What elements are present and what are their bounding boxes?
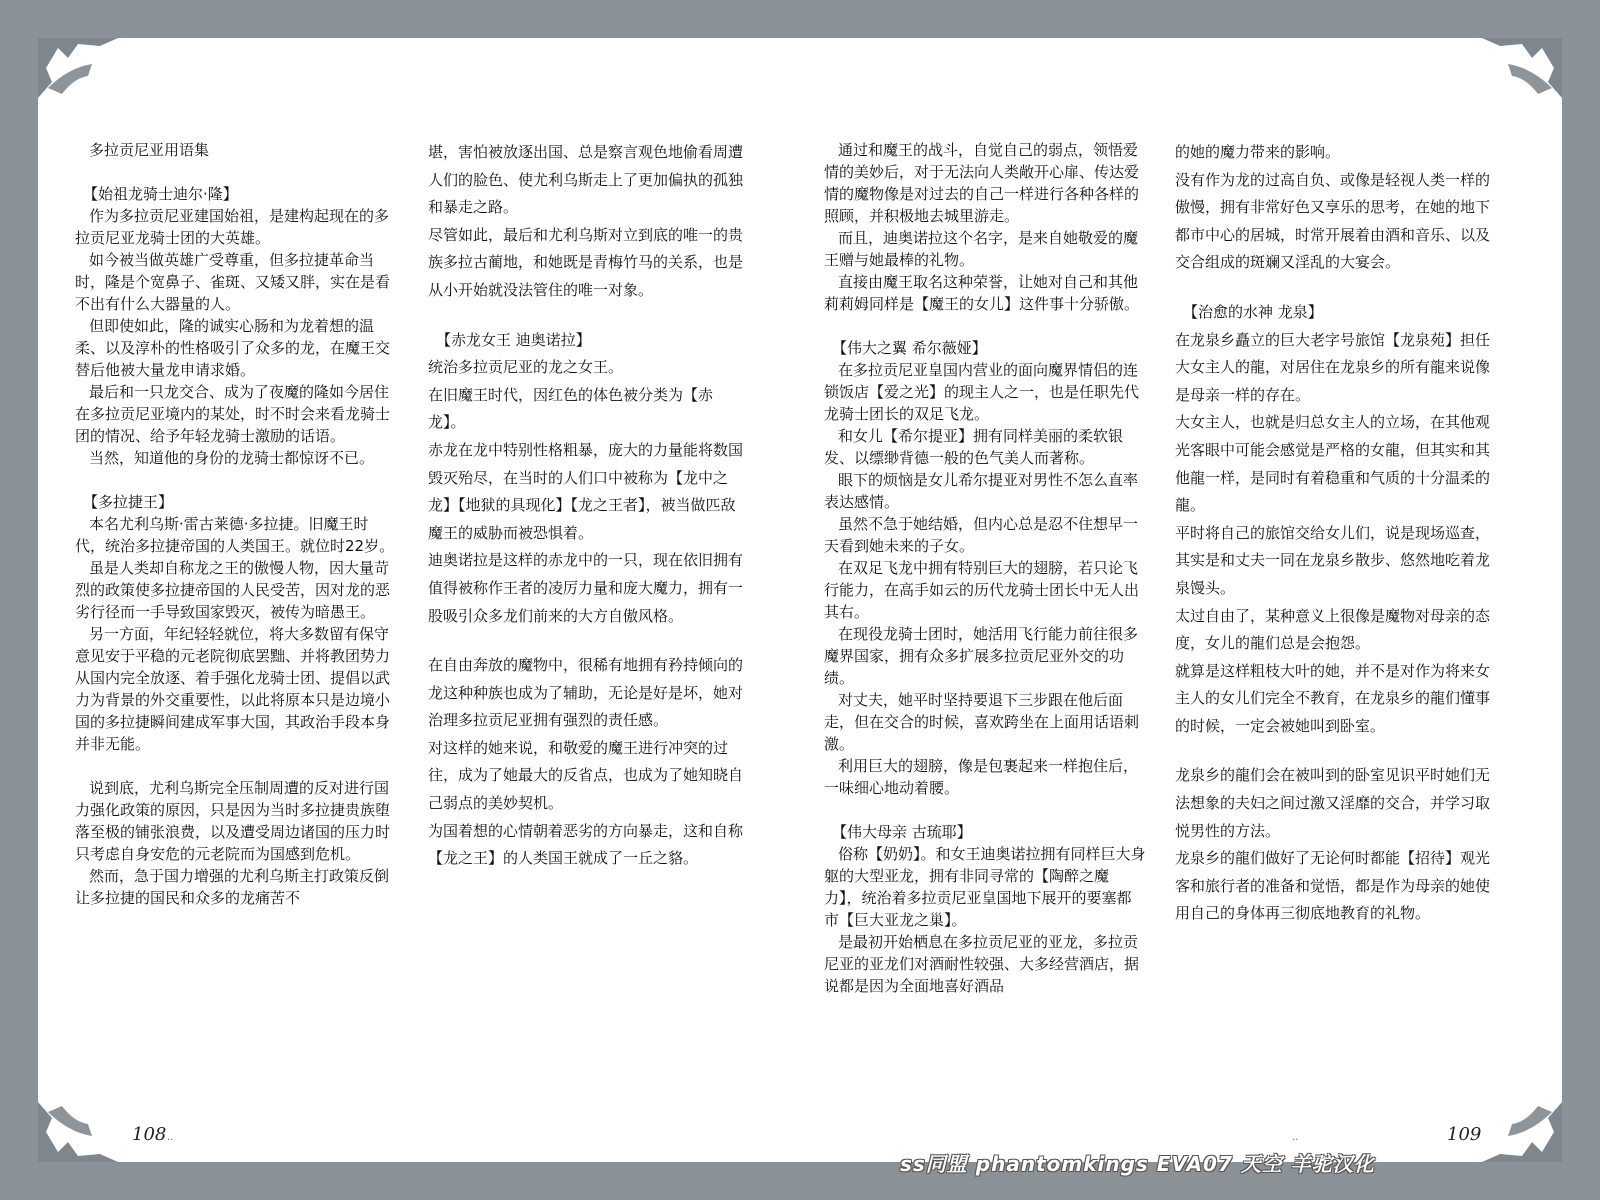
text-column-2 (428, 139, 744, 873)
body-paragraph: 另一方面，年纪轻轻就位，将大多数留有保守意见安于平稳的元老院彻底罢黜、并将教团势力从国内完全放逐、着手强化龙骑士团、提倡以武力为背景的外交重要性，以此将原本只是边境小国的多拉捷瞬间建成军事大国，其政治手段本身并非无能。 (75, 625, 391, 753)
paragraph-gap (1175, 277, 1497, 299)
paragraph-gap (75, 755, 397, 777)
body-paragraph: 堪，害怕被放逐出国、总是察言观色地偷看周遭人们的脸色、使尤利乌斯走上了更加偏执的孤独和暴走之路。 (428, 143, 744, 217)
body-paragraph: 最后和一只龙交合、成为了夜魔的隆如今居住在多拉贡尼亚境内的某处，时不时会来看龙骑士团的情况、给予年轻龙骑士激励的话语。 (75, 383, 391, 445)
body-paragraph: 在多拉贡尼亚皇国内营业的面向魔界情侣的连锁饭店【爱之光】的现主人之一，也是任职先代龙骑士团长的双足飞龙。 (824, 361, 1140, 423)
page-number-right: 109 (1447, 1124, 1482, 1145)
body-paragraph: 统治多拉贡尼亚的龙之女王。 (428, 358, 624, 377)
body-paragraph: 在龙泉乡矗立的巨大老字号旅馆【龙泉苑】担任大女主人的龍，对居住在龙泉乡的所有龍来说像是母亲一样的存在。 (1175, 330, 1491, 404)
body-paragraph: 是最初开始栖息在多拉贡尼亚的亚龙，多拉贡尼亚的亚龙们对酒耐性较强、大多经营酒店，据说都是因为全面地喜好酒品 (824, 933, 1140, 995)
body-paragraph: 虽是人类却自称龙之王的傲慢人物，因大量苛烈的政策使多拉捷帝国的人民受苦，因对龙的恶劣行径而一手导致国家毁灭，被传为暗愚王。 (75, 559, 391, 621)
body-paragraph: 对这样的她来说，和敬爱的魔王进行冲突的过往，成为了她最大的反省点，也成为了她知晓自己弱点的美妙契机。 (428, 738, 744, 813)
body-paragraph: 对丈夫，她平时坚持要退下三步跟在他后面走，但在交合的时候，喜欢跨坐在上面用话语刺激。 (824, 691, 1140, 753)
paragraph-gap (1175, 740, 1497, 762)
entry-heading: 【赤龙女王 迪奥诺拉】 (436, 330, 591, 349)
body-paragraph: 太过自由了，某种意义上很像是魔物对母亲的态度，女儿的龍们总是会抱怨。 (1175, 606, 1491, 653)
body-paragraph: 的她的魔力带来的影响。 (1175, 143, 1341, 161)
page-dots-right: .. (1292, 1132, 1299, 1143)
entry-heading: 【多拉捷王】 (83, 493, 174, 511)
body-paragraph: 赤龙在龙中特别性格粗暴，庞大的力量能将数国毁灭殆尽，在当时的人们口中被称为【龙中之龙】【地狱的具现化】【龙之王者】，被当做匹敌魔王的威胁而被恐惧着。 (428, 440, 744, 542)
body-paragraph: 作为多拉贡尼亚建国始祖，是建构起现在的多拉贡尼亚龙骑士团的大英雄。 (75, 207, 390, 247)
body-paragraph: 龙泉乡的龍们会在被叫到的卧室见识平时她们无法想象的夫妇之间过激又淫靡的交合，并学习取悦男性的方法。 (1175, 766, 1491, 840)
body-paragraph: 而且，迪奥诺拉这个名字，是来自她敬爱的魔王赠与她最棒的礼物。 (824, 229, 1139, 269)
body-paragraph: 在旧魔王时代，因红色的体色被分类为【赤龙】。 (428, 385, 714, 432)
entry-heading: 【伟大母亲 古琉耶】 (832, 823, 972, 841)
scanlation-credit: ss同盟 phantomkings EVA07 天空 羊驼汉化 (900, 1152, 1375, 1176)
text-column-1 (75, 139, 397, 909)
body-paragraph: 龙泉乡的龍们做好了无论何时都能【招待】观光客和旅行者的准备和觉悟，都是作为母亲的她使用自己的身体再三彻底地教育的礼物。 (1175, 849, 1491, 923)
entry-heading: 【治愈的水神 龙泉】 (1183, 302, 1323, 321)
body-paragraph: 当然，知道他的身份的龙骑士都惊讶不已。 (89, 449, 375, 467)
body-paragraph: 直接由魔王取名这种荣誉，让她对自己和其他莉莉姆同样是【魔王的女儿】这件事十分骄傲。 (824, 273, 1140, 313)
corner-ornament-icon (1482, 1082, 1562, 1162)
body-paragraph: 在现役龙骑士团时，她活用飞行能力前往很多魔界国家，拥有众多扩展多拉贡尼亚外交的功绩。 (824, 625, 1139, 687)
corner-ornament-icon (38, 38, 118, 118)
body-paragraph: 如今被当做英雄广受尊重，但多拉捷革命当时，隆是个宽鼻子、雀斑、又矮又胖，实在是看不出有什么大器量的人。 (75, 251, 391, 313)
corner-ornament-icon (1482, 38, 1562, 118)
body-paragraph: 大女主人，也就是归总女主人的立场，在其他观光客眼中可能会感觉是严格的女龍，但其实和其他龍一样，是同时有着稳重和气质的十分温柔的龍。 (1175, 413, 1491, 515)
body-paragraph: 和女儿【希尔提亚】拥有同样美丽的柔软银发、以缥缈背德一般的色气美人而著称。 (824, 427, 1124, 467)
text-column-4 (1175, 139, 1497, 928)
body-paragraph: 说到底，尤利乌斯完全压制周遭的反对进行国力强化政策的原因，只是因为当时多拉捷贵族堕落至极的铺张浪费，以及遭受周边诸国的压力时只考虑自身安危的元老院而为国感到危机。 (75, 779, 391, 863)
body-paragraph: 但即使如此，隆的诚实心肠和为龙着想的温柔、以及淳朴的性格吸引了众多的龙，在魔王交替后他被大量龙申请求婚。 (75, 317, 391, 379)
body-paragraph: 通过和魔王的战斗，自觉自己的弱点，领悟爱情的美妙后，对于无法向人类敞开心扉、传达爱情的魔物像是对过去的自己一样进行各种各样的照顾，并积极地去城里游走。 (824, 141, 1140, 225)
page-dots-left: .. (167, 1132, 174, 1143)
body-paragraph: 然而，急于国力增强的尤利乌斯主打政策反倒让多拉捷的国民和众多的龙痛苦不 (75, 867, 390, 907)
paragraph-gap (824, 799, 1146, 821)
entry-heading: 【伟大之翼 希尔薇娅】 (832, 339, 987, 357)
body-paragraph: 就算是这样粗枝大叶的她，并不是对作为将来女主人的女儿们完全不教育，在龙泉乡的龍们懂事的时候，一定会被她叫到卧室。 (1175, 661, 1491, 735)
paragraph-gap (75, 161, 397, 183)
paragraph-gap (428, 305, 744, 327)
body-paragraph: 在自由奔放的魔物中，很稀有地拥有矜持倾向的龙这种种族也成为了辅助，无论是好是坏，她对治理多拉贡尼亚拥有强烈的责任感。 (428, 656, 744, 730)
body-paragraph: 利用巨大的翅膀，像是包裹起来一样抱住后，一味细心地动着腰。 (824, 757, 1139, 797)
body-paragraph: 没有作为龙的过高自负、或像是轻视人类一样的傲慢，拥有非常好色又享乐的思考，在她的地下都市中心的居城，时常开展着由酒和音乐、以及交合组成的斑斓又淫乱的大宴会。 (1175, 170, 1491, 272)
corner-ornament-icon (38, 1082, 118, 1162)
body-paragraph: 平时将自己的旅馆交给女儿们，说是现场巡查，其实是和丈夫一同在龙泉乡散步、悠然地吃着龙泉馒头。 (1175, 523, 1491, 597)
section-title: 多拉贡尼亚用语集 (89, 141, 210, 159)
text-column-3 (824, 139, 1146, 997)
body-paragraph: 眼下的烦恼是女儿希尔提亚对男性不怎么直率表达感情。 (824, 471, 1139, 511)
book-spread (38, 38, 1562, 1162)
body-paragraph: 在双足飞龙中拥有特别巨大的翅膀，若只论飞行能力，在高手如云的历代龙骑士团长中无人出其右。 (824, 559, 1140, 621)
page-number-left: 108 (132, 1124, 167, 1145)
body-paragraph: 为国着想的心情朝着恶劣的方向暴走，这和自称【龙之王】的人类国王就成了一丘之貉。 (428, 821, 744, 868)
body-paragraph: 俗称【奶奶】。和女王迪奥诺拉拥有同样巨大身躯的大型亚龙，拥有非同寻常的【陶醉之魔力】，统治着多拉贡尼亚皇国地下展开的要塞都市【巨大亚龙之巢】。 (824, 845, 1146, 929)
paragraph-gap (824, 315, 1146, 337)
body-paragraph: 尽管如此，最后和尤利乌斯对立到底的唯一的贵族多拉古蔺地，和她既是青梅竹马的关系，也是从小开始就没法管住的唯一对象。 (428, 225, 744, 299)
body-paragraph: 虽然不急于她结婚，但内心总是忍不住想早一天看到她未来的子女。 (824, 515, 1139, 555)
paragraph-gap (428, 630, 744, 652)
entry-heading: 【始祖龙骑士迪尔·隆】 (83, 185, 238, 203)
body-paragraph: 迪奥诺拉是这样的赤龙中的一只，现在依旧拥有值得被称作王者的凌厉力量和庞大魔力，拥有一股吸引众多龙们前来的大方自傲风格。 (428, 551, 744, 625)
body-paragraph: 本名尤利乌斯·雷古莱德·多拉捷。旧魔王时代，统治多拉捷帝国的人类国王。就位时22岁。 (75, 515, 395, 555)
paragraph-gap (75, 469, 397, 491)
